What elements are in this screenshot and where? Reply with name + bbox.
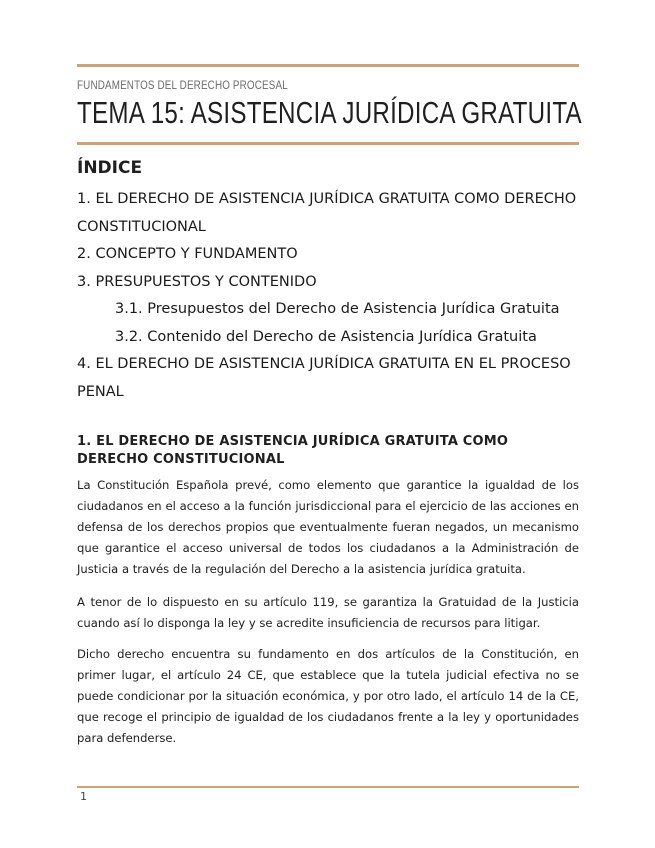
- subject-label: FUNDAMENTOS DEL DERECHO PROCESAL: [77, 78, 288, 92]
- toc-item-3[interactable]: 3. PRESUPUESTOS Y CONTENIDO: [77, 273, 317, 290]
- page-title: TEMA 15: ASISTENCIA JURÍDICA GRATUITA: [77, 95, 582, 130]
- footer-rule: [77, 786, 579, 788]
- toc-item-3-1[interactable]: 3.1. Presupuestos del Derecho de Asistencia Jurídica Gratuita: [115, 301, 560, 317]
- page-number: 1: [80, 790, 87, 803]
- table-of-contents: [77, 186, 579, 406]
- section-heading: 1. EL DERECHO DE ASISTENCIA JURÍDICA GRATUITA COMO DERECHO CONSTITUCIONAL: [77, 434, 509, 467]
- paragraph-3: Dicho derecho encuentra su fundamento en dos artículos de la Constitución, en primer lugar, el artículo 24 CE, que establece que la tutela judicial efectiva no se puede condicionar por la situación económica, y por otro lado, el artículo 14 de la CE, que recoge el principio de igualdad de los ciudadanos frente a la ley y oportunidades para defenderse.: [77, 647, 579, 745]
- paragraph-2: A tenor de lo dispuesto en su artículo 119, se garantiza la Gratuidad de la Justicia cuando así lo disponga la ley y se acredite insuficiencia de recursos para litigar.: [77, 595, 579, 630]
- top-rule: [77, 64, 579, 67]
- title-rule: [77, 142, 579, 145]
- toc-item-3-2[interactable]: 3.2. Contenido del Derecho de Asistencia Jurídica Gratuita: [115, 328, 537, 345]
- index-heading: ÍNDICE: [77, 158, 143, 178]
- toc-item-2[interactable]: 2. CONCEPTO Y FUNDAMENTO: [77, 246, 298, 262]
- toc-item-1[interactable]: 1. EL DERECHO DE ASISTENCIA JURÍDICA GRATUITA COMO DERECHO CONSTITUCIONAL: [77, 191, 577, 235]
- paragraph-1: La Constitución Española prevé, como elemento que garantice la igualdad de los ciudadanos en el acceso a la función jurisdiccional para el ejercicio de las acciones en defensa de los derechos propios que eventualmente fueran negados, un mecanismo que garantice el acceso universal de todos los ciudadanos a la Administración de Justicia a través de la regulación del Derecho a la asistencia jurídica gratuita.: [77, 478, 579, 576]
- toc-item-4[interactable]: 4. EL DERECHO DE ASISTENCIA JURÍDICA GRATUITA EN EL PROCESO PENAL: [77, 356, 571, 400]
